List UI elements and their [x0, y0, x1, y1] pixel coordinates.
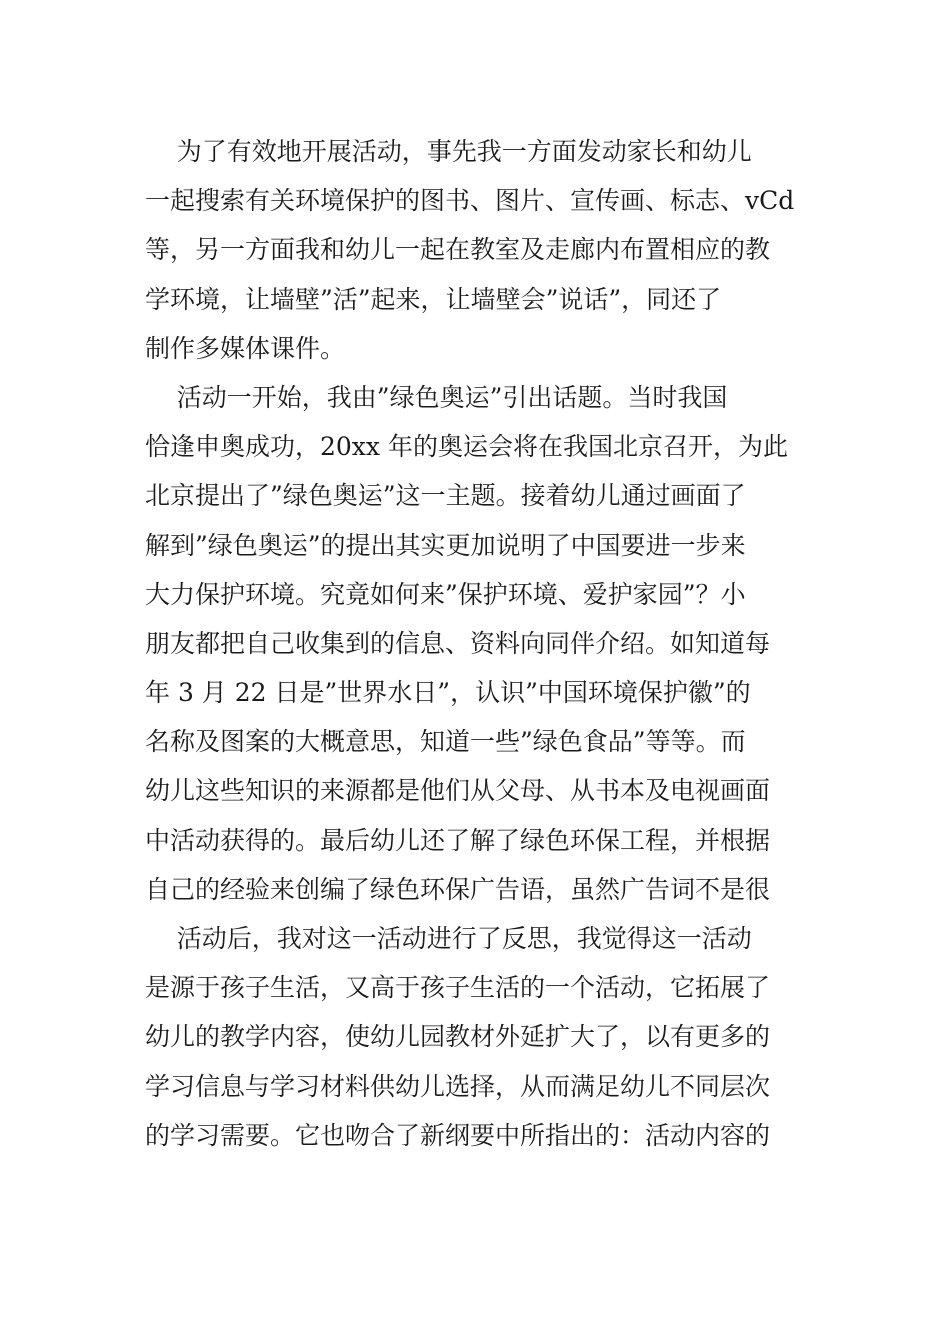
- text-line: 大力保护环境。究竟如何来”保护环境、爱护家园”？小: [145, 579, 746, 609]
- paragraph-1: [145, 127, 810, 373]
- text-line: 恰逢申奥成功，20xx 年的奥运会将在我国北京召开，为此: [145, 432, 788, 462]
- text-line: 年 3 月 22 日是”世界水日”，认识”中国环境保护徽”的: [145, 678, 751, 708]
- text-line: 制作多媒体课件。: [145, 333, 346, 363]
- paragraph-2: [145, 373, 810, 914]
- text-line: 的学习需要。它也吻合了新纲要中所指出的：活动内容的: [145, 1120, 771, 1150]
- text-line: 学习信息与学习材料供幼儿选择，从而满足幼儿不同层次: [145, 1071, 771, 1101]
- text-line: 朋友都把自己收集到的信息、资料向同伴介绍。如知道每: [145, 628, 771, 658]
- text-line: 为了有效地开展活动，事先我一方面发动家长和幼儿: [145, 137, 752, 166]
- text-line: 自己的经验来创编了绿色环保广告语，虽然广告词不是很: [145, 874, 771, 904]
- text-line: 幼儿这些知识的来源都是他们从父母、从书本及电视画面: [145, 776, 771, 806]
- paragraph-3: [145, 914, 810, 1160]
- text-line: 活动一开始，我由”绿色奥运”引出话题。当时我国: [145, 382, 728, 412]
- document-body: [145, 127, 810, 1160]
- text-line: 北京提出了”绿色奥运”这一主题。接着幼儿通过画面了: [145, 481, 746, 511]
- text-line: 名称及图案的大概意思，知道一些”绿色食品”等等。而: [145, 727, 746, 757]
- text-line: 解到”绿色奥运”的提出其实更加说明了中国要进一步来: [145, 530, 746, 560]
- text-line: 学环境，让墙壁”活”起来，让墙壁会”说话”，同还了: [145, 284, 722, 314]
- text-line: 幼儿的教学内容，使幼儿园教材外延扩大了，以有更多的: [145, 1022, 771, 1052]
- text-line: 等，另一方面我和幼儿一起在教室及走廊内布置相应的教: [145, 235, 771, 265]
- text-line: 一起搜索有关环境保护的图书、图片、宣传画、标志、vCd: [145, 186, 795, 216]
- text-line: 活动后，我对这一活动进行了反思，我觉得这一活动: [145, 924, 752, 953]
- text-line: 是源于孩子生活，又高于孩子生活的一个活动，它拓展了: [145, 973, 771, 1003]
- text-line: 中活动获得的。最后幼儿还了解了绿色环保工程，并根据: [145, 825, 771, 855]
